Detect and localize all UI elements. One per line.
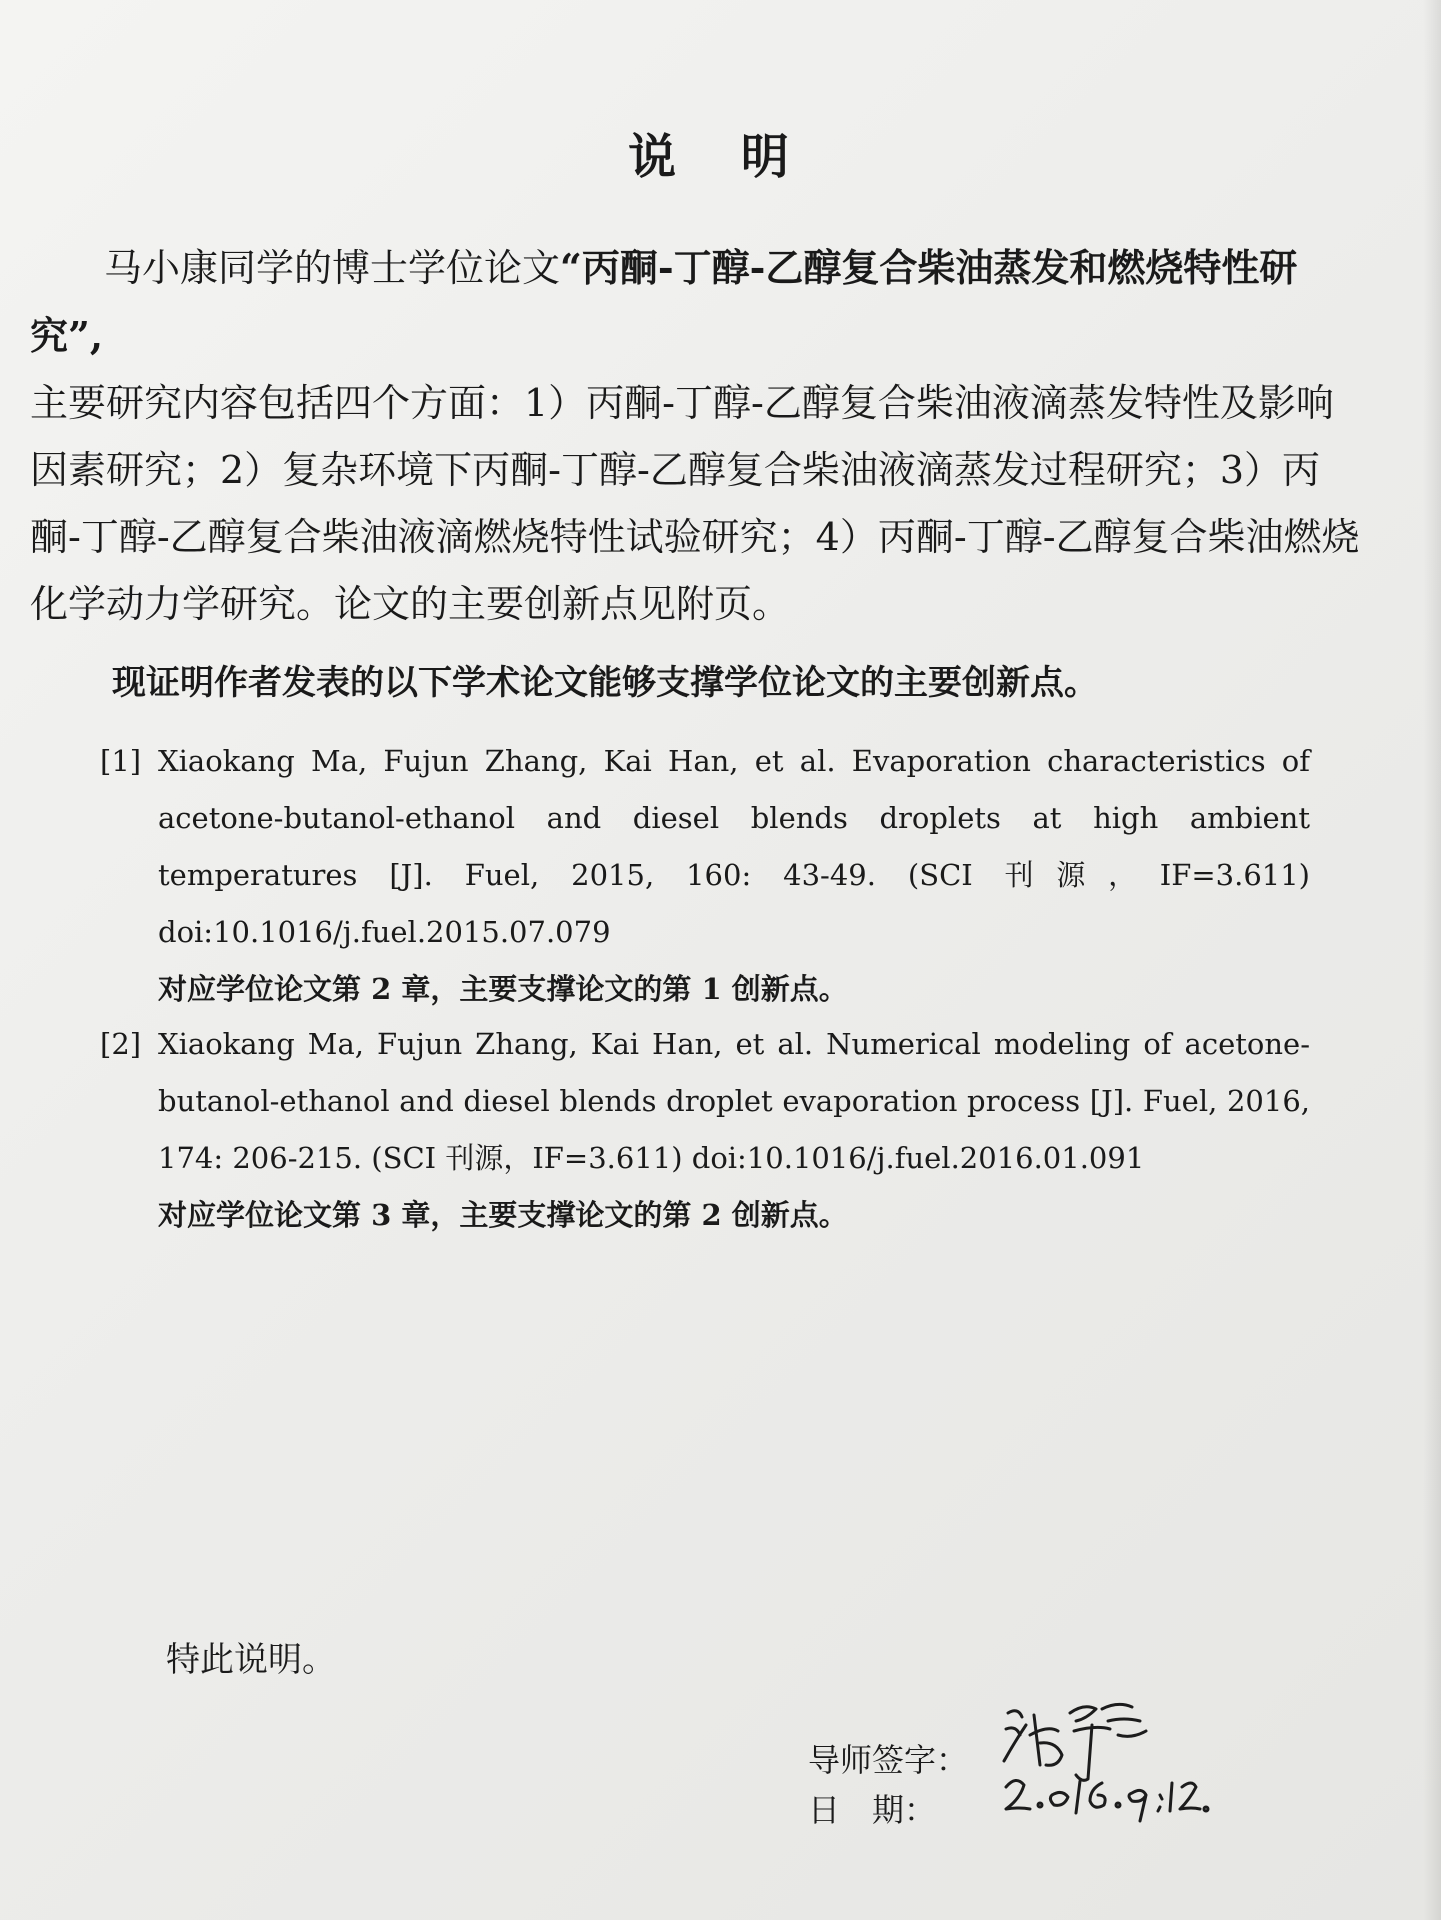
page-edge-shadow <box>1423 0 1441 1920</box>
intro-paragraph <box>30 234 1360 638</box>
reference-citation: Xiaokang Ma, Fujun Zhang, Kai Han, et al. Evaporation characteristics of acetone-butanol-ethanol and diesel blends droplets at high ambient temperatures [J]. Fuel, 2015, 160: 43-49. (SCI 刊源，IF=3.611) doi:10.1016/j.fuel.2015.07.079 <box>158 744 1310 949</box>
intro-body: 主要研究内容包括四个方面：1）丙酮-丁醇-乙醇复合柴油液滴蒸发特性及影响因素研究；2）复杂环境下丙酮-丁醇-乙醇复合柴油液滴蒸发过程研究；3）丙酮-丁醇-乙醇复合柴油液滴燃烧特性试验研究；4）丙酮-丁醇-乙醇复合柴油燃烧化学动力学研究。论文的主要创新点见附页。 <box>30 381 1360 626</box>
reference-support: 对应学位论文第 3 章，主要支撑论文的第 2 创新点。 <box>158 1198 848 1232</box>
intro-lead: 马小康同学的博士学位论文 <box>104 246 561 290</box>
date-label: 日 期： <box>808 1791 937 1829</box>
thesis-title: “丙酮-丁醇-乙醇复合柴油蒸发和燃烧特性研究”, <box>30 245 1298 358</box>
reference-citation: Xiaokang Ma, Fujun Zhang, Kai Han, et al. Numerical modeling of acetone-butanol-ethanol and diesel blends droplet evaporation process [J]. Fuel, 2016, 174: 206-215. (SCI 刊源，IF=3.611) doi:10.1016/j.fuel.2016.01.091 <box>158 1027 1310 1175</box>
reference-label: [1] <box>100 744 142 778</box>
document-title: 说 明 <box>628 129 813 185</box>
handwritten-date <box>1000 1765 1210 1825</box>
reference-support: 对应学位论文第 2 章，主要支撑论文的第 1 创新点。 <box>158 972 848 1006</box>
supervisor-signature-label: 导师签字： <box>808 1741 969 1779</box>
closing-statement: 特此说明。 <box>166 1640 336 1680</box>
reference-item <box>100 1016 1310 1244</box>
reference-item <box>100 733 1310 1018</box>
certification-statement: 现证明作者发表的以下学术论文能够支撑学位论文的主要创新点。 <box>112 663 1098 703</box>
reference-label: [2] <box>100 1027 142 1061</box>
